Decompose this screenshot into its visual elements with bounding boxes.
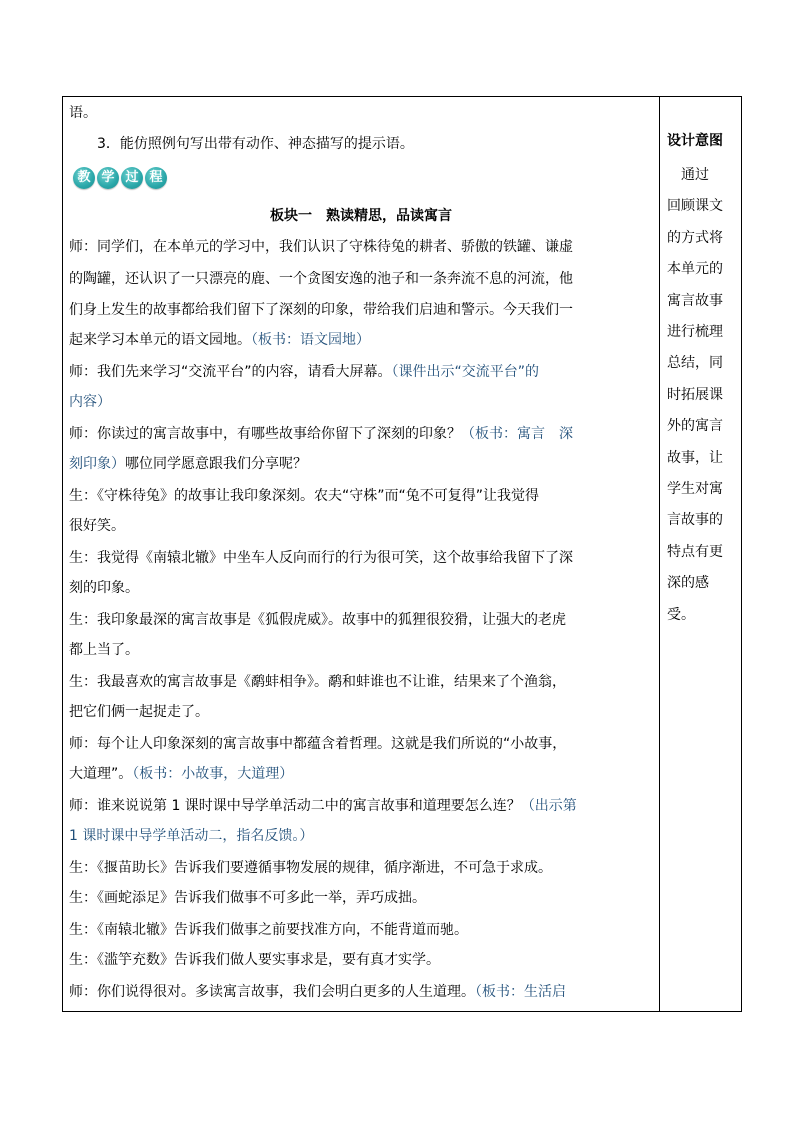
text-line xyxy=(69,858,653,878)
text-line xyxy=(69,672,653,692)
line-text: 师：同学们，在本单元的学习中，我们认识了守株待兔的耕者、骄傲的铁罐、谦虚 xyxy=(69,239,573,255)
text-line xyxy=(69,330,653,350)
line-text: 师：我们先来学习“交流平台”的内容，请看大屏幕。 xyxy=(69,364,392,380)
design-intent-line: 的方式将 xyxy=(667,229,723,246)
line-text: 刻的印象。 xyxy=(69,580,139,596)
badge-char: 程 xyxy=(145,167,167,189)
design-intent-line: 特点有更 xyxy=(667,543,723,560)
design-intent-line: 学生对寓 xyxy=(667,481,723,497)
design-intent-title: 设计意图 xyxy=(667,133,723,149)
line-text: 起来学习本单元的语文园地。 xyxy=(69,332,251,348)
board-note: （板书：寓言 深 xyxy=(461,426,573,442)
line-text: 师：你们说得很对。多读寓言故事，我们会明白更多的人生道理。 xyxy=(69,984,475,1000)
board-note: 1 课时课中导学单活动二，指名反馈。） xyxy=(69,828,314,844)
line-text: 生：《揠苗助长》告诉我们要遵循事物发展的规律，循序渐进，不可急于求成。 xyxy=(69,860,552,876)
line-text: 的陶罐，还认识了一只漂亮的鹿、一个贪图安逸的池子和一条奔流不息的河流，他 xyxy=(69,271,573,287)
line-text: 生：我觉得《南辕北辙》中坐车人反向而行的行为很可笑，这个故事给我留下了深 xyxy=(69,550,573,566)
board-note: （课件出示“交流平台”的 xyxy=(391,364,540,380)
board-note: 内容） xyxy=(69,394,111,410)
line-text: 生：我印象最深的寓言故事是《狐假虎威》。故事中的狐狸很狡猾，让强大的老虎 xyxy=(69,612,566,628)
lesson-table xyxy=(62,96,742,1012)
line-text: 师：你读过的寓言故事中，有哪些故事给你留下了深刻的印象？ xyxy=(69,426,461,442)
line-text: 生：《画蛇添足》告诉我们做事不可多此一举，弄巧成拙。 xyxy=(69,890,426,906)
line-text: 生：《守株待兔》的故事让我印象深刻。农夫“守株”而“兔不可复得”让我觉得 xyxy=(69,488,540,504)
design-intent-line: 进行梳理 xyxy=(667,324,723,340)
text-line xyxy=(69,734,653,754)
text-line xyxy=(69,702,653,722)
design-intent-line: 通过 xyxy=(667,167,709,183)
line-text: 板块一 熟读精思，品读寓言 xyxy=(270,208,452,224)
text-line xyxy=(69,548,653,568)
text-line xyxy=(69,103,653,123)
text-line xyxy=(69,764,653,784)
line-text: 3．能仿照例句写出带有动作、神态描写的提示语。 xyxy=(97,136,414,152)
line-text: 生：《南辕北辙》告诉我们做事之前要找准方向，不能背道而驰。 xyxy=(69,922,468,938)
line-text: 大道理”。 xyxy=(69,766,133,782)
text-line xyxy=(69,578,653,598)
text-line xyxy=(69,796,653,816)
board-note: （出示第 xyxy=(520,798,577,814)
text-line xyxy=(69,888,653,908)
board-note: （板书：语文园地） xyxy=(251,332,370,348)
text-line xyxy=(69,640,653,660)
line-text: 很好笑。 xyxy=(69,518,125,534)
design-intent-line: 总结，同 xyxy=(667,355,723,372)
line-text: 师：谁来说说第 1 课时课中导学单活动二中的寓言故事和道理要怎么连？ xyxy=(69,798,521,814)
line-text: 哪位同学愿意跟我们分享呢？ xyxy=(125,456,307,472)
badge-char: 过 xyxy=(121,167,143,189)
text-line xyxy=(69,134,681,154)
text-line xyxy=(69,424,653,444)
line-text: 语。 xyxy=(69,105,97,121)
design-intent-line: 故事，让 xyxy=(667,449,723,466)
text-line xyxy=(69,920,653,940)
text-line xyxy=(69,982,653,1002)
design-intent-line: 寓言故事 xyxy=(667,292,723,309)
design-intent-line: 受。 xyxy=(667,606,695,623)
badge-char: 学 xyxy=(97,167,119,189)
text-line xyxy=(69,392,653,412)
line-text: 把它们俩一起捉走了。 xyxy=(69,704,209,720)
design-intent-line: 外的寓言 xyxy=(667,418,723,435)
board-note: （板书：生活启 xyxy=(475,984,566,1000)
text-line xyxy=(69,237,653,257)
text-line xyxy=(69,826,653,846)
badge-char: 教 xyxy=(73,167,95,189)
line-text: 们身上发生的故事都给我们留下了深刻的印象，带给我们启迪和警示。今天我们一 xyxy=(69,302,573,318)
design-intent-line: 本单元的 xyxy=(667,261,723,278)
text-line xyxy=(69,454,653,474)
text-line xyxy=(69,300,653,320)
line-text: 都上当了。 xyxy=(69,642,139,658)
text-line xyxy=(69,516,653,536)
section-heading xyxy=(69,206,653,226)
text-line xyxy=(69,950,653,970)
text-line xyxy=(69,362,653,382)
column-divider xyxy=(659,97,660,1011)
text-line xyxy=(69,269,653,289)
board-note: 刻印象） xyxy=(69,456,125,472)
text-line xyxy=(69,486,653,506)
design-intent-line: 深的感 xyxy=(667,575,709,592)
line-text: 师：每个让人印象深刻的寓言故事中都蕴含着哲理。这就是我们所说的“小故事， xyxy=(69,736,567,752)
design-intent-line: 时拓展课 xyxy=(667,386,723,403)
board-note: （板书：小故事，大道理） xyxy=(132,766,294,782)
design-intent-line: 言故事的 xyxy=(667,512,723,529)
design-intent-line: 回顾课文 xyxy=(667,198,723,215)
line-text: 生：我最喜欢的寓言故事是《鹬蚌相争》。鹬和蚌谁也不让谁，结果来了个渔翁， xyxy=(69,674,566,690)
text-line xyxy=(69,610,653,630)
section-badge-teaching-process xyxy=(73,167,167,189)
line-text: 生：《滥竽充数》告诉我们做人要实事求是，要有真才实学。 xyxy=(69,952,440,968)
